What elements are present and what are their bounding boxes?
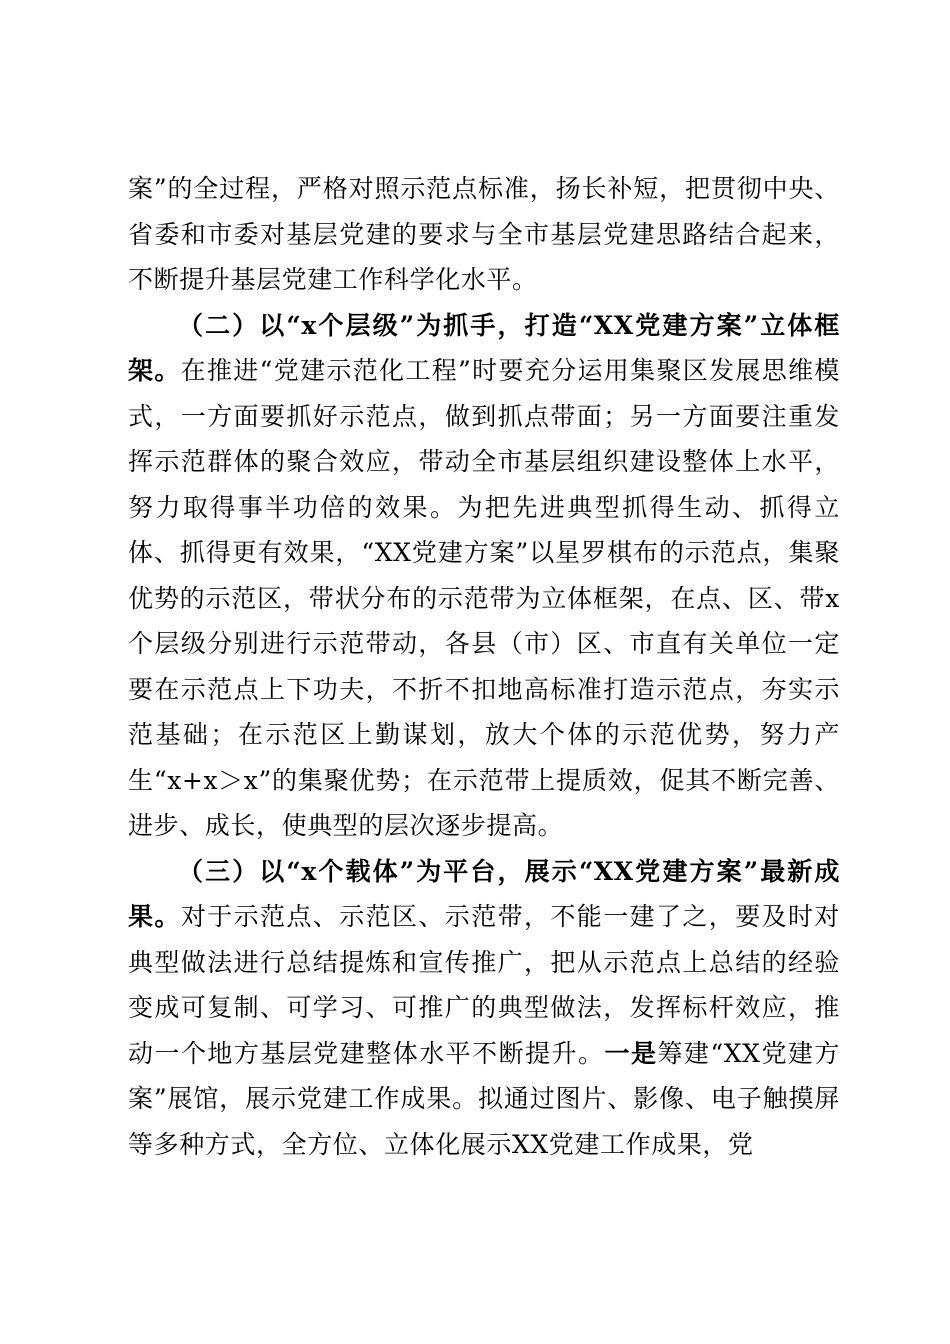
paragraph-1-text: 案”的全过程，严格对照示范点标准，扬长补短，把贯彻中央、省委和市委对基层党建的要求与全市基层党建思路结合起来，不断提升基层党建工作科学化水平。 [128,174,840,294]
paragraph-2-text: 在推进“党建示范化工程”时要充分运用集聚区发展思维模式，一方面要抓好示范点，做到抓点带面；另一方面要注重发挥示范群体的聚合效应，带动全市基层组织建设整体上水平，努力取得事半功倍的效果。为把先进典型抓得生动、抓得立体、抓得更有效果，“XX党建方案”以星罗棋布的示范点，集聚优势的示范区，带状分布的示范带为立体框架，在点、区、带x个层级分别进行示范带动，各县（市）区、市直有关单位一定要在示范点上下功夫，不折不扣地高标准打造示范点，夯实示范基础；在示范区上勤谋划，放大个体的示范优势，努力产生“x+x＞x”的集聚优势；在示范带上提质效，促其不断完善、进步、成长，使典型的层次逐步提高。 [128,356,840,840]
paragraph-3-lead: 一是 [604,1038,658,1068]
paragraph-3 [128,849,840,1168]
paragraph-3-text: 对于示范点、示范区、示范带，不能一建了之，要及时对典型做法进行总结提炼和宣传推广，把从示范点上总结的经验变成可复制、可学习、可推广的典型做法，发挥标杆效应，推动一个地方基层党建整体水平不断提升。 [128,902,840,1068]
document-body [128,166,840,1167]
paragraph-1 [128,166,840,303]
paragraph-3-tail: 筹建“XX党建方案”展馆，展示党建工作成果。拟通过图片、影像、电子触摸屏等多种方式，全方位、立体化展示XX党建工作成果，党 [128,1038,840,1159]
section-2-heading: （二）以“x个层级”为抓手，打造“XX党建方案”立体框架。 [128,310,840,385]
paragraph-2 [128,303,840,849]
section-3-heading: （三）以“x个载体”为平台，展示“XX党建方案”最新成果。 [128,856,840,931]
